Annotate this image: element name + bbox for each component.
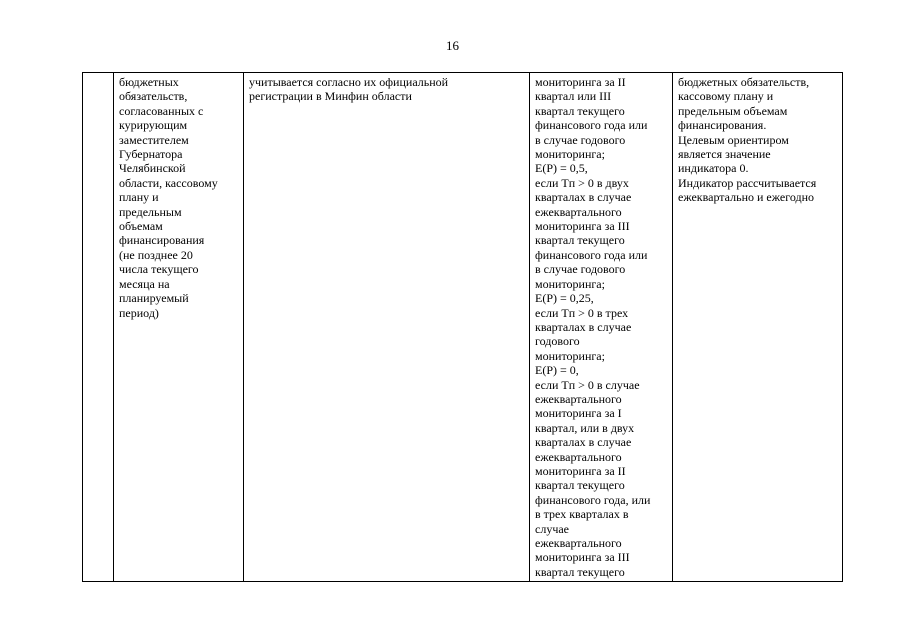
page-number: 16: [446, 38, 459, 53]
table-cell-criteria: [114, 73, 244, 582]
table-row: [83, 73, 843, 582]
table-cell-formula: [530, 73, 673, 582]
cell-text: бюджетных обязательств, согласованных с курирующим заместителем Губернатора Челябинской области, кассовому плану и предельным объемам финансирования (не позднее 20 числа текущего месяца на планируемый период): [119, 75, 218, 320]
table-cell-notes: [673, 73, 843, 582]
table-cell-index: [83, 73, 114, 582]
cell-text: учитывается согласно их официальной регистрации в Минфин области: [249, 75, 449, 104]
indicator-table: [82, 72, 843, 582]
cell-text: бюджетных обязательств, кассовому плану и предельным объемам финансирования. Целевым ориентиром является значение индикатора 0. Индикатор рассчитывается ежеквартально и ежегодно: [678, 75, 817, 205]
cell-text: мониторинга за II квартал или III квартал текущего финансового года или в случае годового мониторинга; E(P) = 0,5, если Tп > 0 в двух кварталах в случае ежеквартального мониторинга за III квартал текущего финансового года или в случае годового мониторинга; E(P) = 0,25, если Tп > 0 в трех кварталах в случае годового мониторинга; E(P) = 0, если Tп > 0 в случае ежеквартального мониторинга за I квартал, или в двух кварталах в случае ежеквартального мониторинга за II квартал текущего финансового года, или в трех кварталах в случае ежеквартального мониторинга за III квартал текущего: [535, 75, 651, 579]
table-cell-source: [244, 73, 530, 582]
